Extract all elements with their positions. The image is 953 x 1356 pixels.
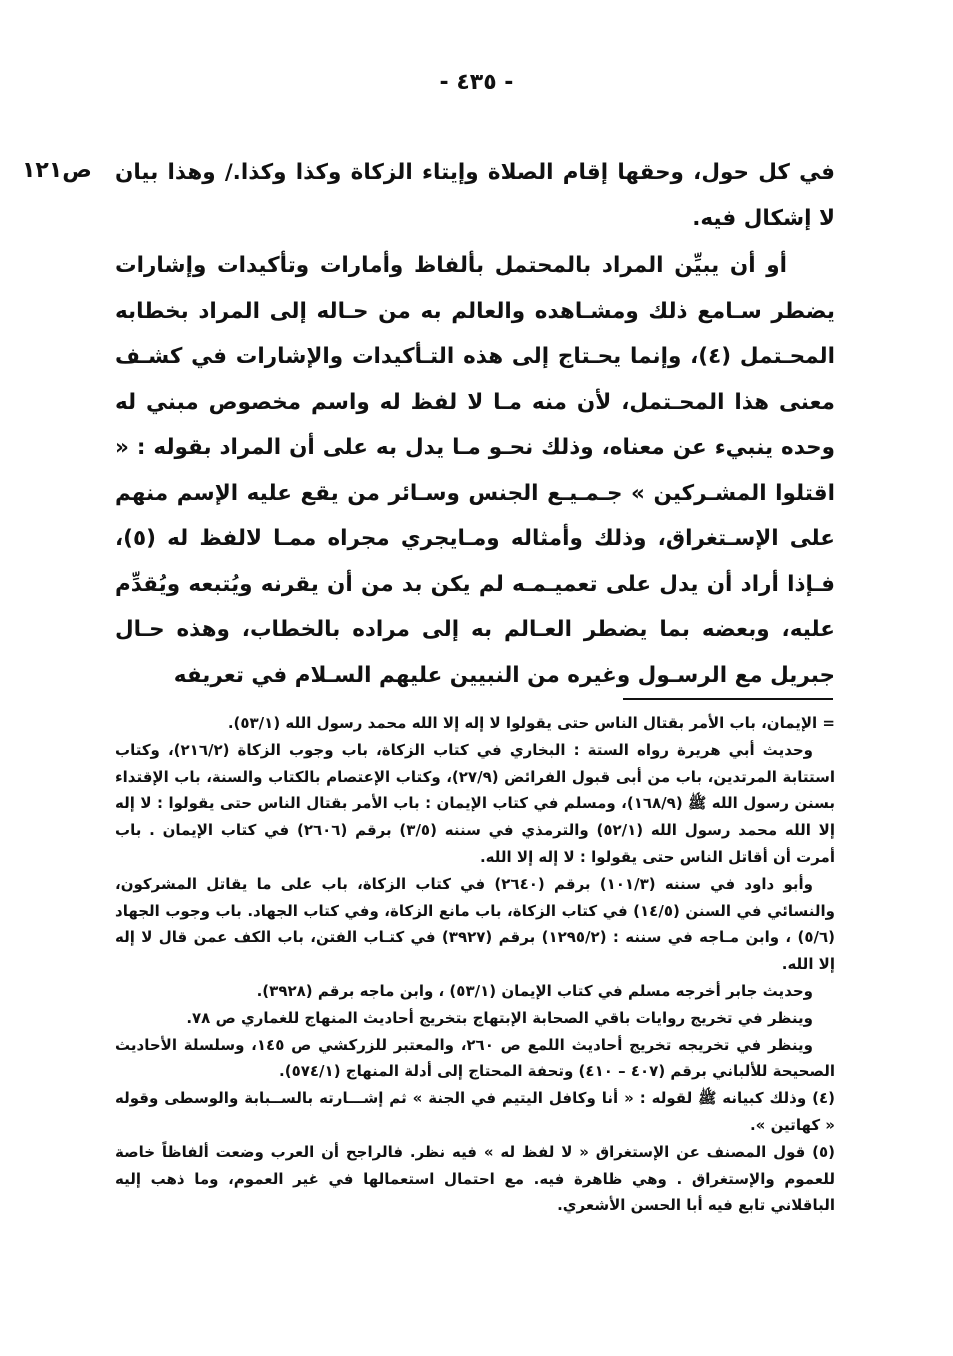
page-number: - ٤٣٥ -: [439, 70, 514, 95]
main-text: [115, 150, 835, 698]
footnote-continuation: = الإيمان، باب الأمر بقتال الناس حتى يقولوا لا إله إلا الله محمد رسول الله (٥٣/١).: [227, 714, 835, 732]
main-paragraph-1: في كل حول، وحقها إقام الصلاة وإيتاء الزكاة وكذا وكذا./ وهذا بيان لا إشكال فيه.: [115, 160, 835, 231]
footnote-5: (٥) قول المصنف عن الإستغراق « لا لفظ له » فيه نظر. فالراجح أن العرب وضعت ألفاظاً خاصة للعموم والإستغراق . وهي ظاهرة فيه. مع احتمال استعمالها في غير العموم، وما ذهب إليه الباقلاني تابع فيه أبا الحسن الأشعري.: [115, 1142, 835, 1215]
main-paragraph-2: أو أن يبيِّن المراد بالمحتمل بألفاظ وأمارات وتأكيدات وإشارات يضطر سـامع ذلك ومشـاهده والعالم به من حـاله إلى المراد بخطابه المحـتمل (٤)، وإنما يحـتاج إلى هذه التـأكيدات والإشارات في كشـف معنى هذا المحـتمل، لأن منه مـا لا لفظ له واسم مخصوص مبني له وحده ينبيء عن معناه، وذلك نحـو مـا يدل به على أن المراد بقوله : « اقتلوا المشـركين » جـمـيـع الجنس وسـائر من يقع عليه الإسم منهم على الإسـتغراق، وذلك وأمثاله ومـايجري مجراه ممـا لالفظ له (٥)، فـإذا أراد أن يدل على تعميـمـه لم يكن بد من أن يقرنه ويُتبعه ويُقدِّم عليه، وبعضه بما يضطر العـالم به إلى مراده بالخطاب، وهذه حـال جبريل مع الرسـول وغيره من النبيين عليهم السـلام في تعريفه: [115, 253, 835, 688]
footnote-jabir: وحديث جابر أخرجه مسلم في كتاب الإيمان (٥٣/١) ، وابن ماجه برقم (٣٩٢٨).: [256, 981, 813, 1000]
margin-page-reference: ص١٢١: [22, 158, 92, 183]
footnotes: [115, 710, 835, 1219]
footnote-4: (٤) وذلك كبيانه ﷺ لقوله : « أنا وكافل اليتيم في الجنة » ثم إشـــارته بالســبابة والوسطى وقوله « كهاتين ».: [115, 1089, 835, 1134]
footnote-abu-dawud: وأبو داود في سننه (١٠١/٣) برقم (٢٦٤٠) في كتاب الزكاة، باب على ما يقاتل المشركون، والنسائي في السنن (١٤/٥) في كتاب الزكاة، باب مانع الزكاة، وفي كتاب الجهاد. باب وجوب الجهاد (٥/٦) ، وابن مـاجه في سننه : (١٢٩٥/٢) برقم (٣٩٢٧) في كتـاب الفتن، باب الكف عمن قال لا إله إلا الله.: [115, 874, 836, 974]
footnote-divider: [623, 698, 833, 700]
footnote-abu-hurayra: وحديث أبي هريرة رواه الستة : البخاري في كتاب الزكاة، باب وجوب الزكاة (٢١٦/٢)، وكتاب استتابة المرتدين، باب من أبى قبول الفرائض (٢٧/٩)، وكتاب الإعتصام بالكتاب والسنة، باب الإقتداء بسنن رسول الله ﷺ (١٦٨/٩)، ومسلم في كتاب الإيمان : باب الأمر بقتال الناس حتى يقولوا : لا إله إلا الله محمد رسول الله (٥٢/١) والترمذي في سننه (٣/٥) برقم (٢٦٠٦) في كتاب الإيمان . باب أمرت أن أقاتل الناس حتى يقولوا : لا إله إلا الله.: [115, 740, 835, 866]
footnote-other-companions: وينظر في تخريج روايات باقي الصحابة الإبتهاج بتخريج أحاديث المنهاج للغماري ص ٧٨.: [186, 1008, 813, 1027]
footnote-takhrij: وينظر في تخريجه تخريج أحاديث اللمع ص ٢٦٠، والمعتبر للزركشي ص ١٤٥، وسلسلة الأحاديث الصحيحة للألباني برقم (٤٠٧ – ٤١٠) وتحفة المحتاج إلى أدلة المنهاج (٥٧٤/١).: [115, 1035, 835, 1081]
